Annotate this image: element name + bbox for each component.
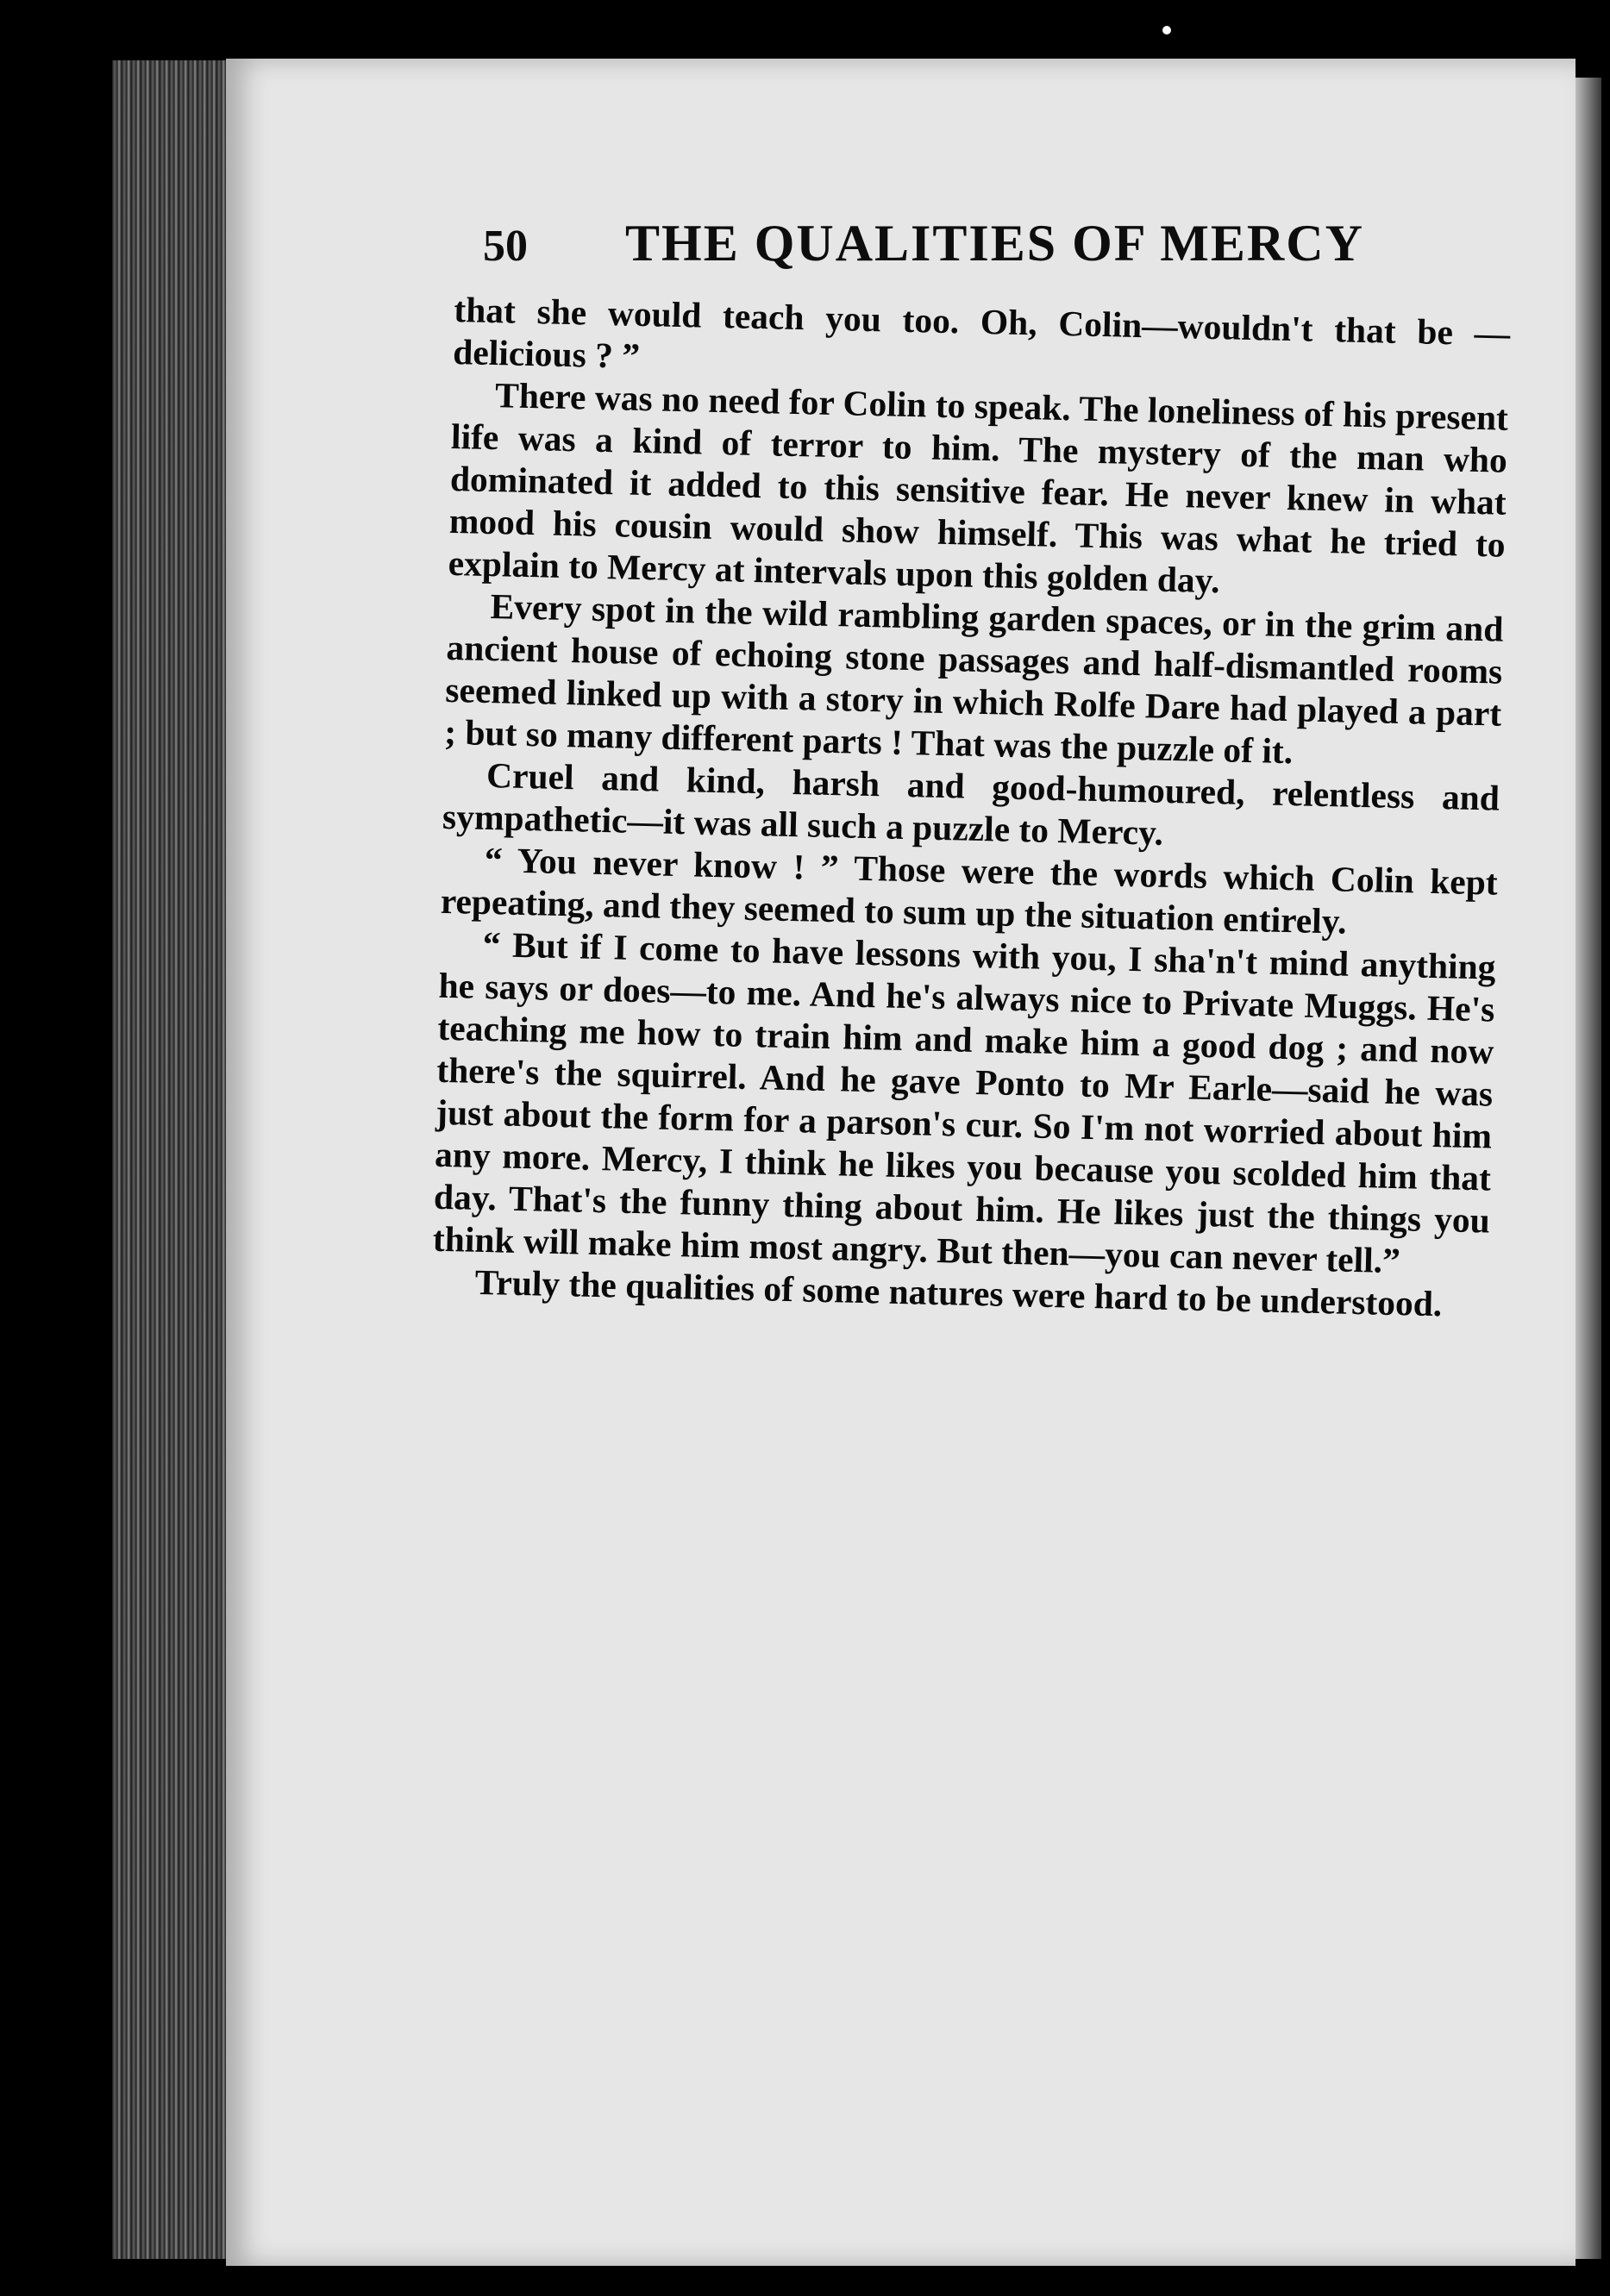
paragraph: “ But if I come to have lessons with you, I sha'n't mind anything he says or does—to me. And he's always nice to Private Muggs. He's teaching me how to train him and make him a good dog ; and now there's the squirrel. And he gave Ponto to Mr Earle—said he was just about the form for a parson's cur. So I'm not worried about him any more. Mercy, I think he likes you because you scolded him that day. That's the funny thing about him. He likes just the things you think will make him most angry. But then—you can never tell.” bbox=[432, 923, 1496, 1281]
page-right-edge bbox=[1576, 78, 1601, 2259]
body-text bbox=[431, 289, 1510, 1326]
paragraph: that she would teach you too. Oh, Colin—wouldn't that be —delicious ? ” bbox=[452, 289, 1511, 376]
paragraph: There was no need for Colin to speak. The loneliness of his present life was a kind of terror to him. The mystery of the man who dominated it added to this sensitive fear. He never knew in what mood his cousin would show himself. This was what he tried to explain to Mercy at intervals upon this golden day. bbox=[448, 375, 1509, 601]
scan-speck bbox=[1162, 26, 1171, 34]
running-title: THE QUALITIES OF MERCY bbox=[625, 215, 1364, 272]
page-header bbox=[483, 214, 1397, 283]
paragraph: “ You never know ! ” Those were the words which Colin kept repeating, and they seemed to sum up the situation entirely. bbox=[440, 839, 1499, 942]
page-number: 50 bbox=[483, 222, 528, 271]
paragraph: Every spot in the wild rambling garden spaces, or in the grim and ancient house of echoing stone passages and half-dismantled rooms seemed linked up with a story in which Rolfe Dare had played a part ; but so many different parts ! That was the puzzle of it. bbox=[443, 586, 1504, 772]
book-page-edges bbox=[112, 60, 241, 2259]
paragraph: Truly the qualities of some natures were hard to be understood. bbox=[474, 1261, 1443, 1324]
paragraph: Cruel and kind, harsh and good-humoured, relentless and sympathetic—it was all such a puzzle to Mercy. bbox=[442, 754, 1500, 853]
